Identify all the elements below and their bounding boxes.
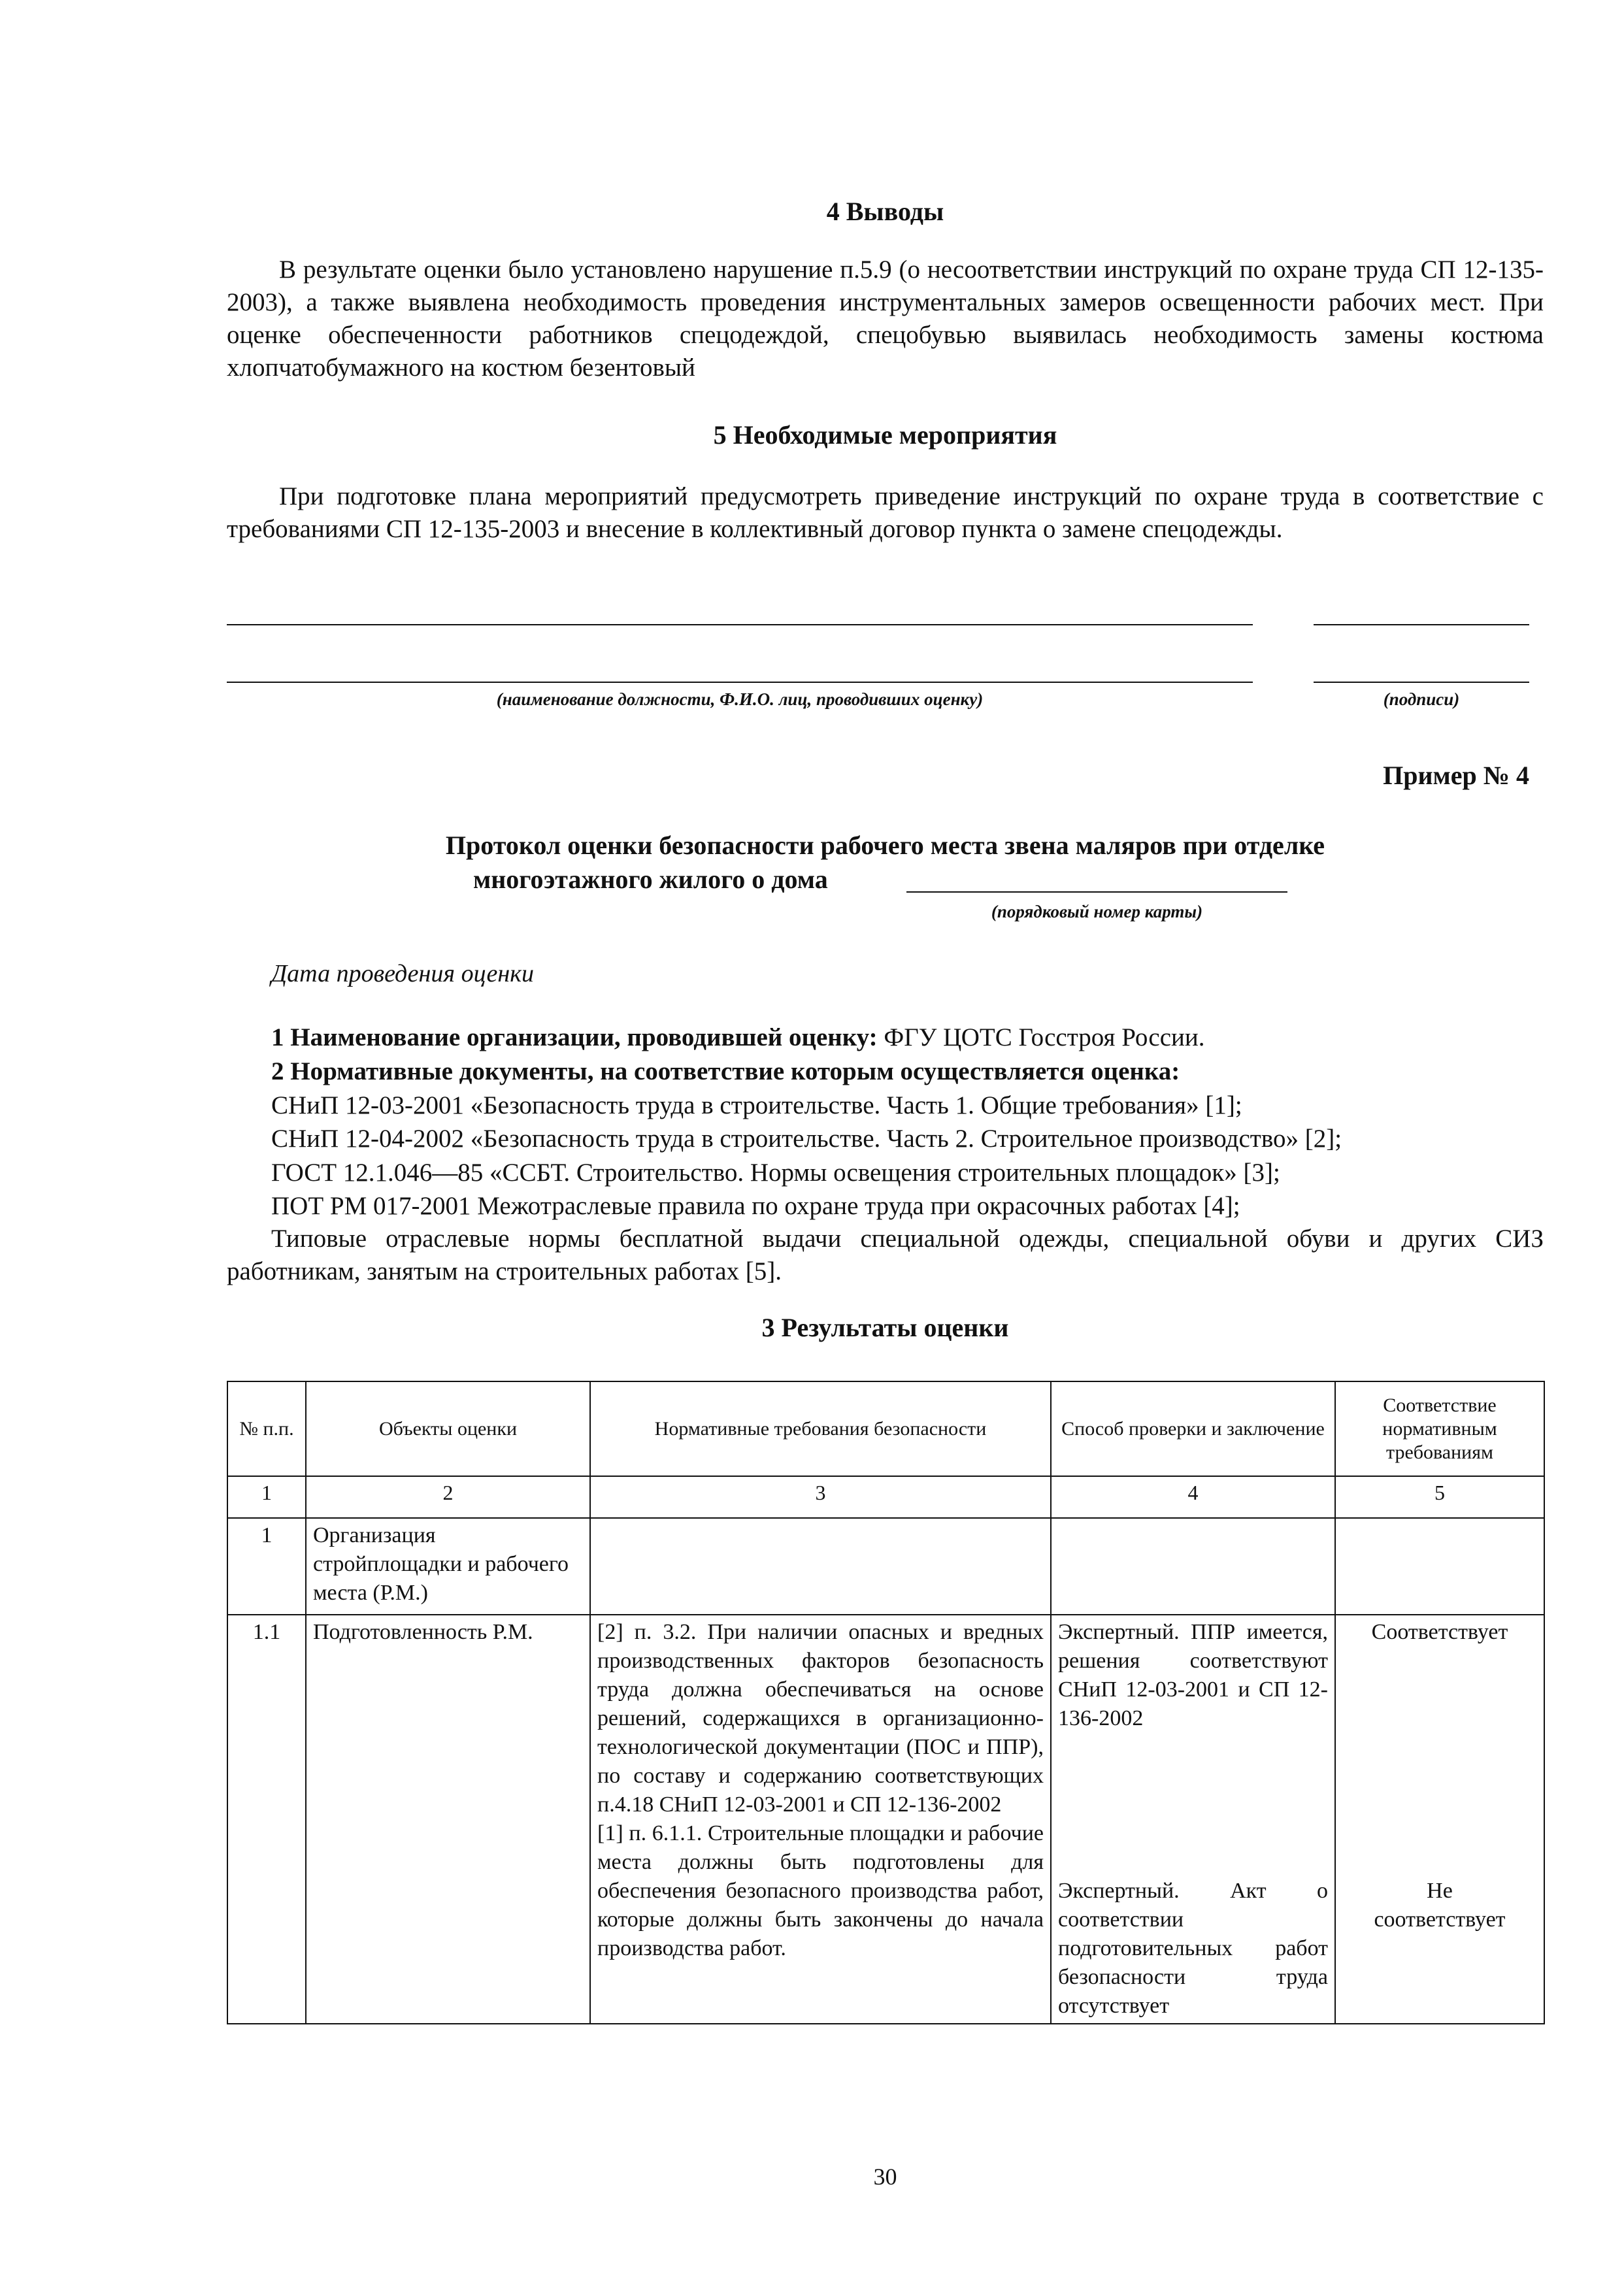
normative-doc-3: ГОСТ 12.1.046—85 «ССБТ. Строительство. Нормы освещения строительных площадок» [3]; bbox=[271, 1159, 1280, 1187]
section-1-value: ФГУ ЦОТС Госстроя России. bbox=[877, 1023, 1205, 1051]
compliance-text-2: Не соответствует bbox=[1374, 1879, 1506, 1932]
column-number: 3 bbox=[590, 1476, 1051, 1518]
row-requirement bbox=[590, 1518, 1051, 1615]
row-method bbox=[1051, 1518, 1335, 1615]
section-4-text: В результате оценки было установлено нарушение п.5.9 (о несоответствии инструкций по охране труда СП 12-135-2003), а также выявлена необходимость проведения инструментальных замеров освещенности рабочих мест. При оценке обеспеченности работников спецодеждой, спецобувью выявилась необходимость замены костюма хлопчатобумажного на костюм безентовый bbox=[227, 256, 1544, 382]
table-row bbox=[227, 1518, 1544, 1615]
results-table bbox=[227, 1381, 1545, 2024]
method-text-1: Экспертный. ППР имеется, решения соответствуют СНиП 12-03-2001 и СП 12-136-2002 bbox=[1058, 1620, 1328, 1730]
normative-doc-4: ПОТ РМ 017-2001 Межотраслевые правила по охране труда при окрасочных работах [4]; bbox=[271, 1192, 1240, 1220]
section-3-heading: 3 Результаты оценки bbox=[761, 1313, 1009, 1342]
header-requirements: Нормативные требования безопасности bbox=[590, 1381, 1051, 1476]
protocol-title-line-2: многоэтажного жилого о дома bbox=[473, 865, 828, 894]
signature-line-sign-1 bbox=[1314, 624, 1529, 625]
column-number: 2 bbox=[306, 1476, 590, 1518]
table-header-row bbox=[227, 1381, 1544, 1476]
row-object: Подготовленность Р.М. bbox=[306, 1615, 590, 2024]
page-number: 30 bbox=[873, 2164, 897, 2190]
row-compliance bbox=[1335, 1518, 1544, 1615]
protocol-title-line-1: Протокол оценки безопасности рабочего места звена маляров при отделке bbox=[445, 831, 1325, 860]
signatures-caption: (подписи) bbox=[1383, 689, 1460, 709]
column-number: 5 bbox=[1335, 1476, 1544, 1518]
table-row bbox=[227, 1615, 1544, 2024]
section-5-heading: 5 Необходимые мероприятия bbox=[713, 420, 1057, 450]
signature-line-name-1 bbox=[227, 624, 1253, 625]
row-compliance bbox=[1335, 1615, 1544, 2024]
section-5-text: При подготовке плана мероприятий предусмотреть приведение инструкций по охране труда в соответствие с требованиями СП 12-135-2003 и внесение в коллективный договор пункта о замене спецодежды. bbox=[227, 482, 1544, 543]
header-method: Способ проверки и заключение bbox=[1051, 1381, 1335, 1476]
section-2-label: 2 Нормативные документы, на соответствие которым осуществляется оценка: bbox=[271, 1057, 1180, 1085]
header-compliance: Соответствие нормативным требованиям bbox=[1335, 1381, 1544, 1476]
row-method bbox=[1051, 1615, 1335, 2024]
assessment-date-label: Дата проведения оценки bbox=[271, 960, 535, 987]
signature-line-name-2 bbox=[227, 682, 1253, 683]
normative-doc-2: СНиП 12-04-2002 «Безопасность труда в строительстве. Часть 2. Строительное производство» [2]; bbox=[271, 1125, 1342, 1153]
normative-doc-1: СНиП 12-03-2001 «Безопасность труда в строительстве. Часть 1. Общие требования» [1]; bbox=[271, 1091, 1242, 1119]
names-caption: (наименование должности, Ф.И.О. лиц, проводивших оценку) bbox=[496, 689, 984, 709]
requirement-text-1: [2] п. 3.2. При наличии опасных и вредных производственных факторов безопасность труда должна обеспечиваться на основе решений, содержащихся в организационно-технологической документации (ПОС и ППР), по составу и содержанию соответствующих п.4.18 СНиП 12-03-2001 и СП 12-136-2002 bbox=[597, 1620, 1044, 1817]
normative-doc-5: Типовые отраслевые нормы бесплатной выдачи специальной одежды, специальной обуви и других СИЗ работникам, занятым на строительных работах [5]. bbox=[227, 1225, 1544, 1285]
card-number-caption: (порядковый номер карты) bbox=[991, 902, 1203, 921]
method-text-2: Экспертный. Акт о соответствии подготовительных работ безопасности труда отсутствует bbox=[1058, 1879, 1328, 2018]
compliance-text-1: Соответствует bbox=[1371, 1620, 1508, 1644]
row-number: 1 bbox=[227, 1518, 306, 1615]
signature-line-sign-2 bbox=[1314, 682, 1529, 683]
row-number: 1.1 bbox=[227, 1615, 306, 2024]
header-number: № п.п. bbox=[227, 1381, 306, 1476]
section-4-heading: 4 Выводы bbox=[826, 197, 944, 226]
row-object: Организация стройплощадки и рабочего места (Р.М.) bbox=[306, 1518, 590, 1615]
row-requirement bbox=[590, 1615, 1051, 2024]
card-number-line bbox=[906, 891, 1287, 893]
column-number: 1 bbox=[227, 1476, 306, 1518]
requirement-text-2: [1] п. 6.1.1. Строительные площадки и рабочие места должны быть подготовлены для обеспечения безопасного производства работ, которые должны быть закончены до начала производства работ. bbox=[597, 1821, 1044, 1960]
column-number-row bbox=[227, 1476, 1544, 1518]
header-objects: Объекты оценки bbox=[306, 1381, 590, 1476]
section-1-line bbox=[271, 1021, 1205, 1054]
section-1-label: 1 Наименование организации, проводившей оценку: bbox=[271, 1023, 878, 1051]
example-label: Пример № 4 bbox=[1383, 761, 1529, 790]
column-number: 4 bbox=[1051, 1476, 1335, 1518]
